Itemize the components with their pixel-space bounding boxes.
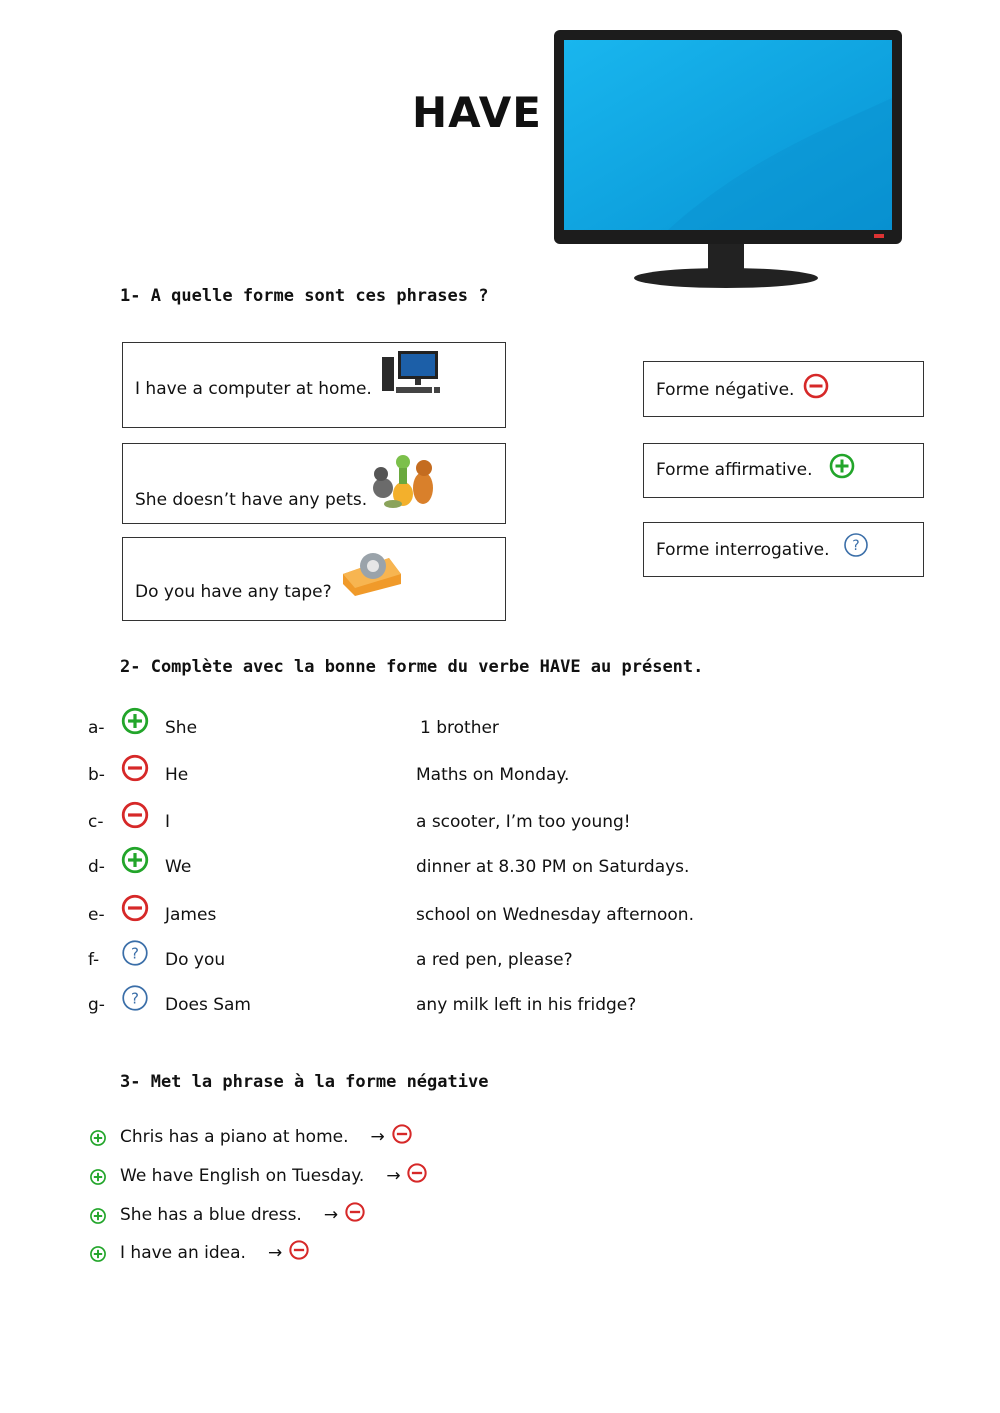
row-subject: Does Sam (165, 995, 251, 1015)
page-title: HAVE (412, 88, 542, 137)
form-label: Forme négative. (656, 380, 795, 400)
form-card-affirmative[interactable] (643, 443, 924, 498)
row-subject: He (165, 765, 189, 785)
sentence-text: Do you have any tape? (135, 582, 332, 602)
pets-image (369, 448, 437, 510)
form-card-interrogative[interactable] (643, 522, 924, 577)
question-circle-icon (120, 983, 150, 1013)
arrow-icon: → (323, 1205, 339, 1225)
row-rest: any milk left in his fridge? (416, 995, 637, 1015)
row-letter: b- (88, 765, 105, 785)
row-letter: f- (88, 950, 100, 970)
section3-heading: 3- Met la phrase à la forme négative (120, 1072, 489, 1092)
plus-circle-icon (120, 706, 150, 736)
row-subject: She (165, 718, 198, 738)
question-circle-icon (842, 531, 870, 559)
computer-image (378, 349, 442, 397)
form-card-negative[interactable] (643, 361, 924, 417)
plus-circle-icon (120, 845, 150, 875)
arrow-icon: → (386, 1166, 401, 1186)
plus-circle-icon (89, 1207, 107, 1225)
form-label: Forme interrogative. (656, 540, 830, 560)
row-rest: a red pen, please? (416, 950, 573, 970)
sentence-card[interactable] (122, 537, 506, 621)
tape-image (339, 544, 405, 600)
row-rest: Maths on Monday. (416, 765, 570, 785)
sentence-card[interactable] (122, 342, 506, 428)
minus-circle-icon (120, 893, 150, 923)
minus-circle-icon (344, 1201, 366, 1223)
plus-circle-icon (89, 1168, 107, 1186)
minus-circle-icon (120, 800, 150, 830)
row-letter: a- (88, 718, 105, 738)
sentence-text: I have a computer at home. (135, 379, 372, 399)
row-subject: I (165, 812, 171, 832)
form-label: Forme affirmative. (656, 460, 813, 480)
row-subject: Do you (165, 950, 226, 970)
plus-circle-icon (89, 1129, 107, 1147)
row-rest: a scooter, I’m too young! (416, 812, 631, 832)
row-letter: e- (88, 905, 105, 925)
row-letter: g- (88, 995, 105, 1015)
sentence-text: She doesn’t have any pets. (135, 490, 368, 510)
minus-circle-icon (391, 1123, 413, 1145)
minus-circle-icon (406, 1162, 428, 1184)
svg-text:?: ? (131, 944, 139, 963)
svg-text:?: ? (131, 989, 139, 1008)
arrow-icon: → (370, 1127, 385, 1147)
row-rest: 1 brother (420, 718, 499, 738)
row-subject: We (165, 857, 192, 877)
row-letter: d- (88, 857, 105, 877)
sentence-card[interactable] (122, 443, 506, 524)
section1-heading: 1- A quelle forme sont ces phrases ? (120, 286, 489, 306)
svg-text:?: ? (852, 538, 860, 554)
minus-circle-icon (288, 1239, 310, 1261)
sentence-text: Chris has a piano at home. (120, 1127, 349, 1147)
section2-heading: 2- Complète avec la bonne forme du verbe HAVE au présent. (120, 657, 704, 677)
minus-circle-icon (802, 372, 830, 400)
sentence-text: We have English on Tuesday. (120, 1166, 365, 1186)
row-letter: c- (88, 812, 104, 832)
plus-circle-icon (828, 452, 856, 480)
row-rest: school on Wednesday afternoon. (416, 905, 694, 925)
minus-circle-icon (120, 753, 150, 783)
sentence-text: I have an idea. (120, 1243, 246, 1263)
arrow-icon: → (267, 1243, 283, 1263)
plus-circle-icon (89, 1245, 107, 1263)
sentence-text: She has a blue dress. (120, 1205, 302, 1225)
question-circle-icon (120, 938, 150, 968)
monitor-image (548, 28, 908, 290)
row-rest: dinner at 8.30 PM on Saturdays. (416, 857, 690, 877)
row-subject: James (165, 905, 217, 925)
